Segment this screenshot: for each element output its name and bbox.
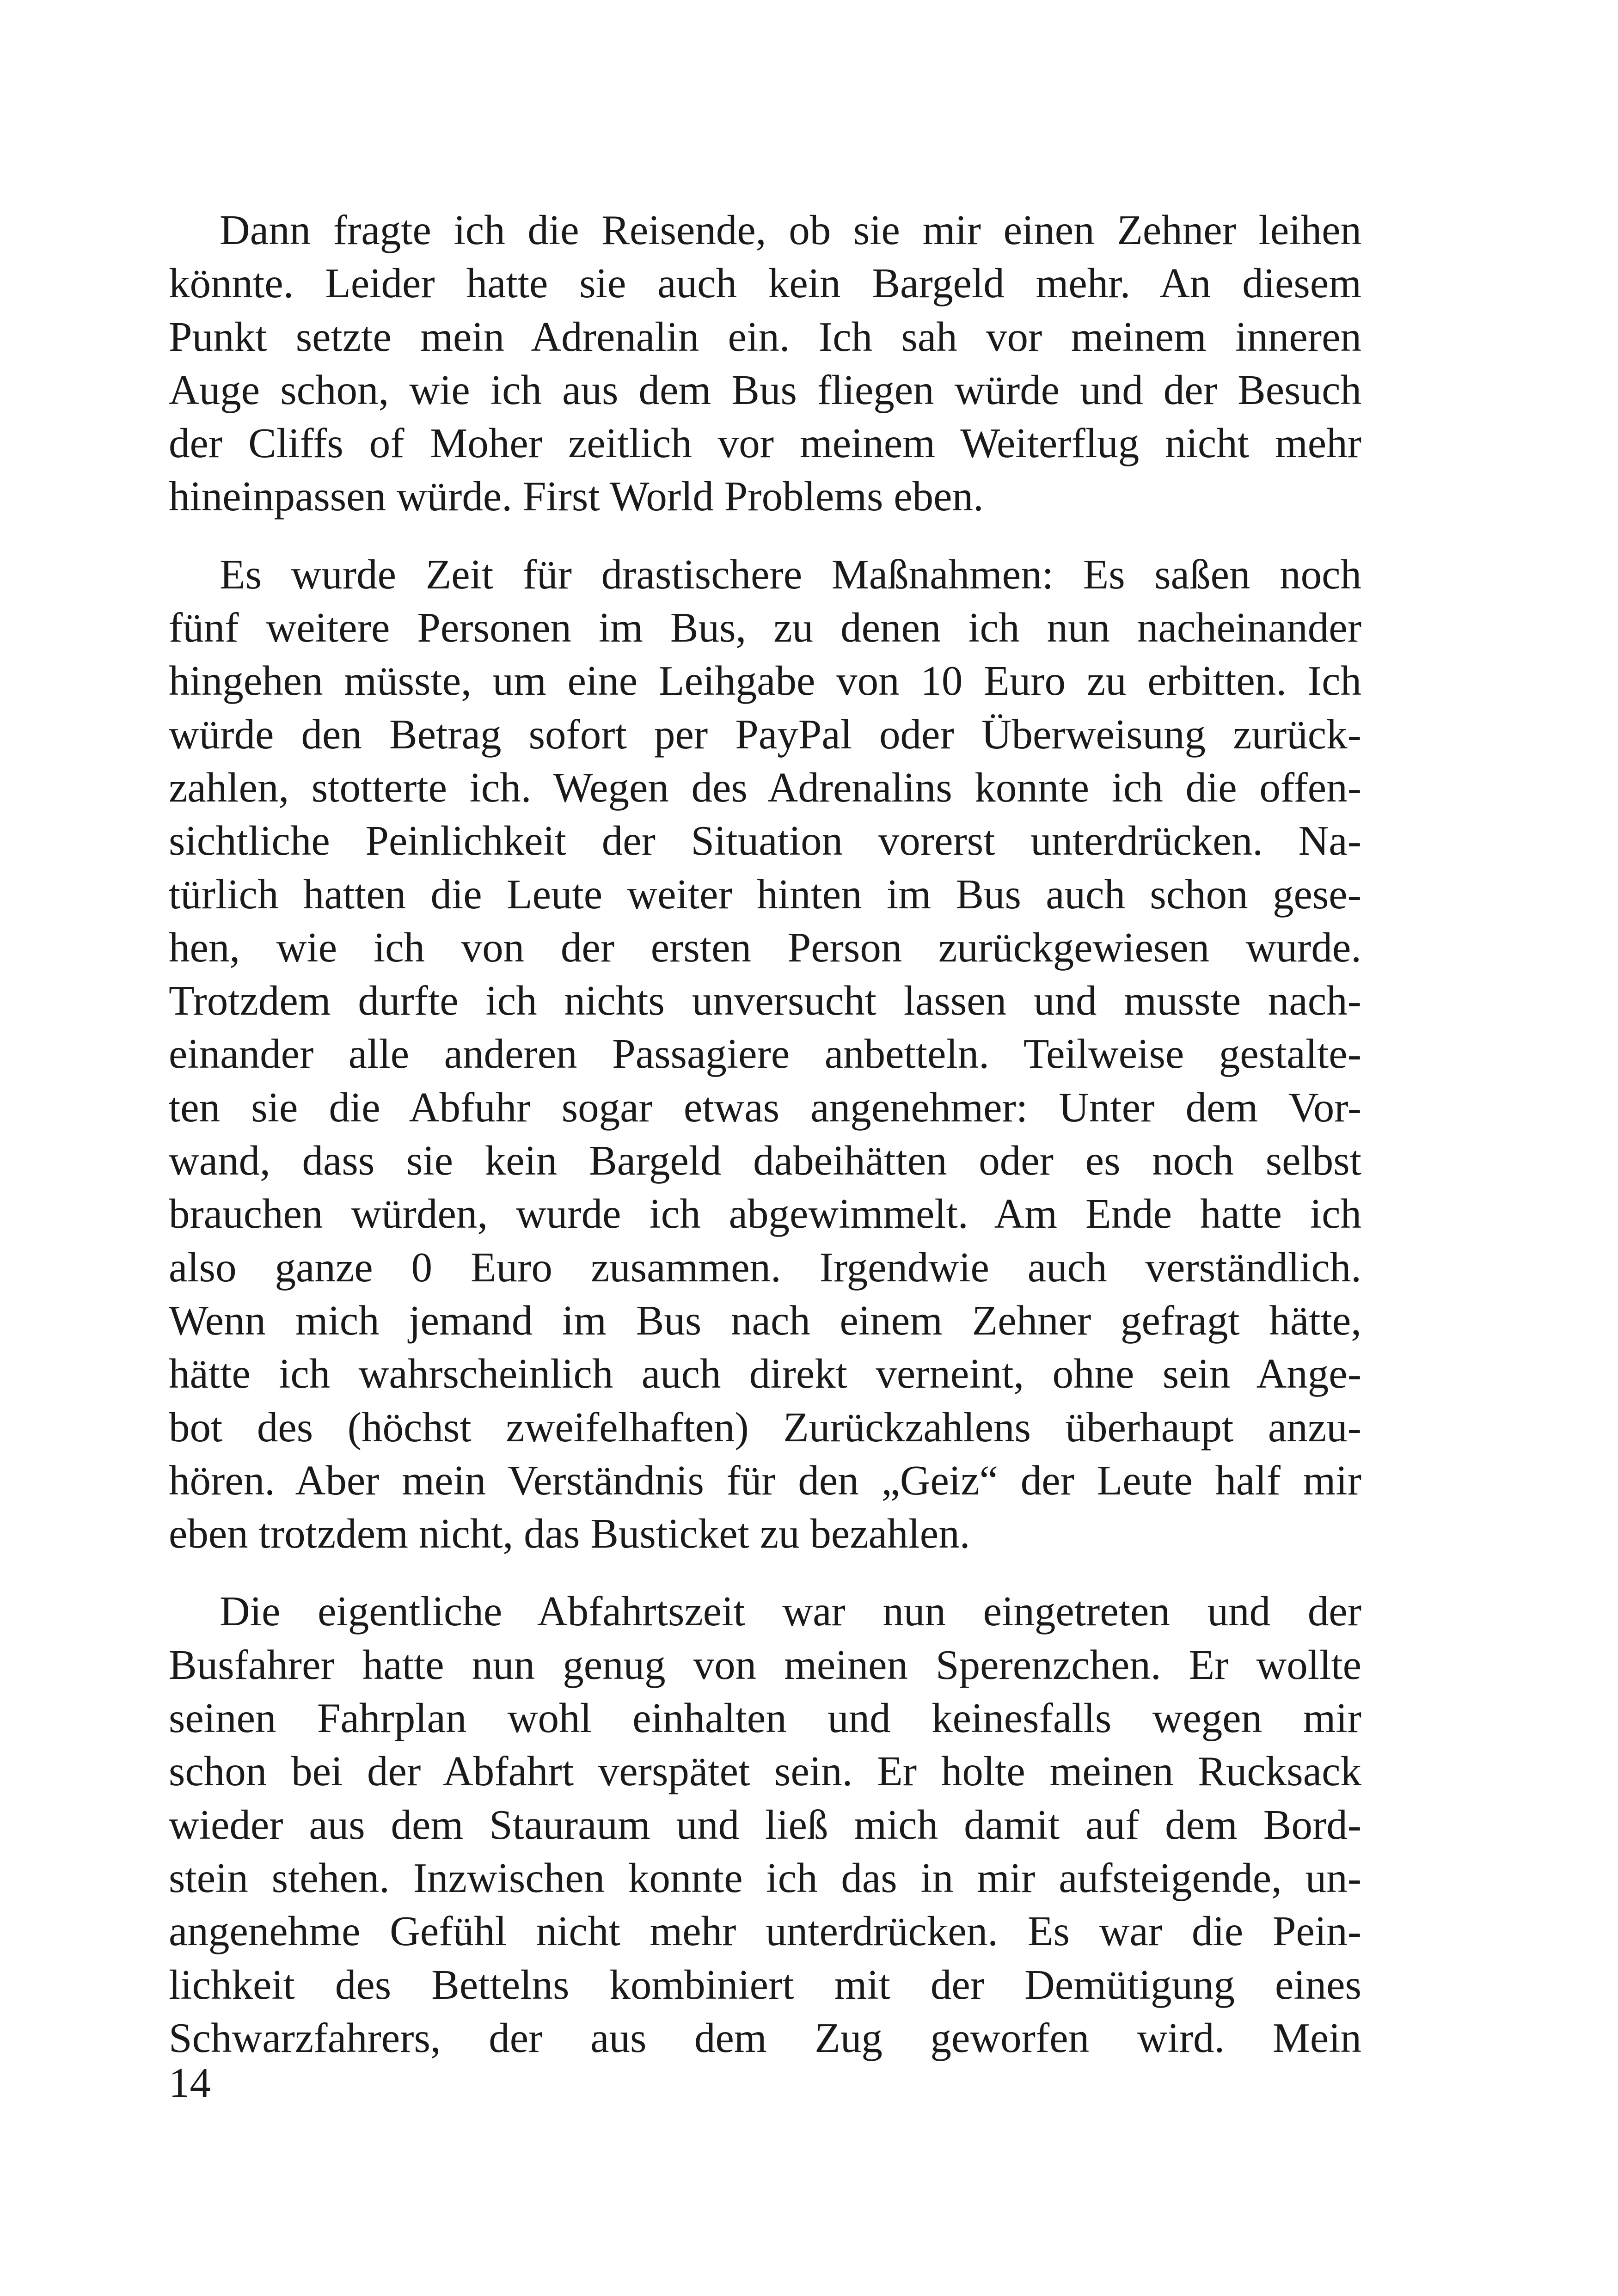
- paragraph-2: [169, 548, 1361, 1561]
- text-line: seinen Fahrplan wohl einhalten und keinesfalls wegen mir: [169, 1695, 1361, 1742]
- paragraph-1: [169, 203, 1361, 523]
- text-line: brauchen würden, wurde ich abgewimmelt. Am Ende hatte ich: [169, 1190, 1361, 1237]
- text-line: sichtliche Peinlichkeit der Situation vorerst unterdrücken. Na-: [169, 817, 1361, 864]
- text-line: der Cliffs of Moher zeitlich vor meinem Weiterflug nicht mehr: [169, 420, 1361, 467]
- text-line: Wenn mich jemand im Bus nach einem Zehner gefragt hätte,: [169, 1297, 1361, 1344]
- text-line: hen, wie ich von der ersten Person zurückgewiesen wurde.: [169, 924, 1361, 971]
- text-line: Es wurde Zeit für drastischere Maßnahmen: Es saßen noch: [220, 551, 1361, 598]
- text-line: Dann fragte ich die Reisende, ob sie mir einen Zehner leihen: [220, 207, 1361, 253]
- text-line: bot des (höchst zweifelhaften) Zurückzahlens überhaupt anzu-: [169, 1403, 1361, 1451]
- text-line: Trotzdem durfte ich nichts unversucht lassen und musste nach-: [169, 977, 1361, 1024]
- paragraph-gap: [169, 1560, 1361, 1585]
- text-line: würde den Betrag sofort per PayPal oder Überweisung zurück-: [169, 710, 1361, 758]
- text-line: ten sie die Abfuhr sogar etwas angenehmer: Unter dem Vor-: [169, 1084, 1361, 1131]
- text-line: einander alle anderen Passagiere anbetteln. Teilweise gestalte-: [169, 1030, 1361, 1078]
- page-body: [169, 203, 1361, 2064]
- text-line: lichkeit des Bettelns kombiniert mit der Demütigung eines: [169, 1961, 1361, 2008]
- text-line: türlich hatten die Leute weiter hinten im Bus auch schon gese-: [169, 870, 1361, 918]
- text-line: wand, dass sie kein Bargeld dabeihätten oder es noch selbst: [169, 1137, 1361, 1184]
- text-line: stein stehen. Inzwischen konnte ich das in mir aufsteigende, un-: [169, 1854, 1361, 1901]
- text-line: also ganze 0 Euro zusammen. Irgendwie auch verständlich.: [169, 1243, 1361, 1291]
- text-line: hätte ich wahrscheinlich auch direkt verneint, ohne sein Ange-: [169, 1350, 1361, 1397]
- paragraph-3: [169, 1585, 1361, 2064]
- text-line: angenehme Gefühl nicht mehr unterdrücken. Es war die Pein-: [169, 1908, 1361, 1955]
- text-line: Busfahrer hatte nun genug von meinen Sperenzchen. Er wollte: [169, 1641, 1361, 1688]
- text-line: Schwarzfahrers, der aus dem Zug geworfen wird. Mein: [169, 2014, 1361, 2061]
- paragraph-gap: [169, 523, 1361, 548]
- text-line: wieder aus dem Stauraum und ließ mich damit auf dem Bord-: [169, 1801, 1361, 1848]
- text-line: zahlen, stotterte ich. Wegen des Adrenalins konnte ich die offen-: [169, 764, 1361, 811]
- page-number: 14: [169, 2059, 211, 2106]
- text-line: Auge schon, wie ich aus dem Bus fliegen würde und der Besuch: [169, 366, 1361, 413]
- text-line: könnte. Leider hatte sie auch kein Bargeld mehr. An diesem: [169, 260, 1361, 307]
- text-line: hören. Aber mein Verständnis für den „Geiz“ der Leute half mir: [169, 1457, 1361, 1504]
- text-line: hingehen müsste, um eine Leihgabe von 10 Euro zu erbitten. Ich: [169, 657, 1361, 704]
- text-line: hineinpassen würde. First World Problems eben.: [169, 473, 984, 520]
- text-line: eben trotzdem nicht, das Busticket zu bezahlen.: [169, 1510, 970, 1557]
- text-line: Die eigentliche Abfahrtszeit war nun eingetreten und der: [220, 1588, 1361, 1635]
- text-line: fünf weitere Personen im Bus, zu denen ich nun nacheinander: [169, 604, 1361, 651]
- text-line: Punkt setzte mein Adrenalin ein. Ich sah vor meinem inneren: [169, 313, 1361, 360]
- text-line: schon bei der Abfahrt verspätet sein. Er holte meinen Rucksack: [169, 1748, 1361, 1795]
